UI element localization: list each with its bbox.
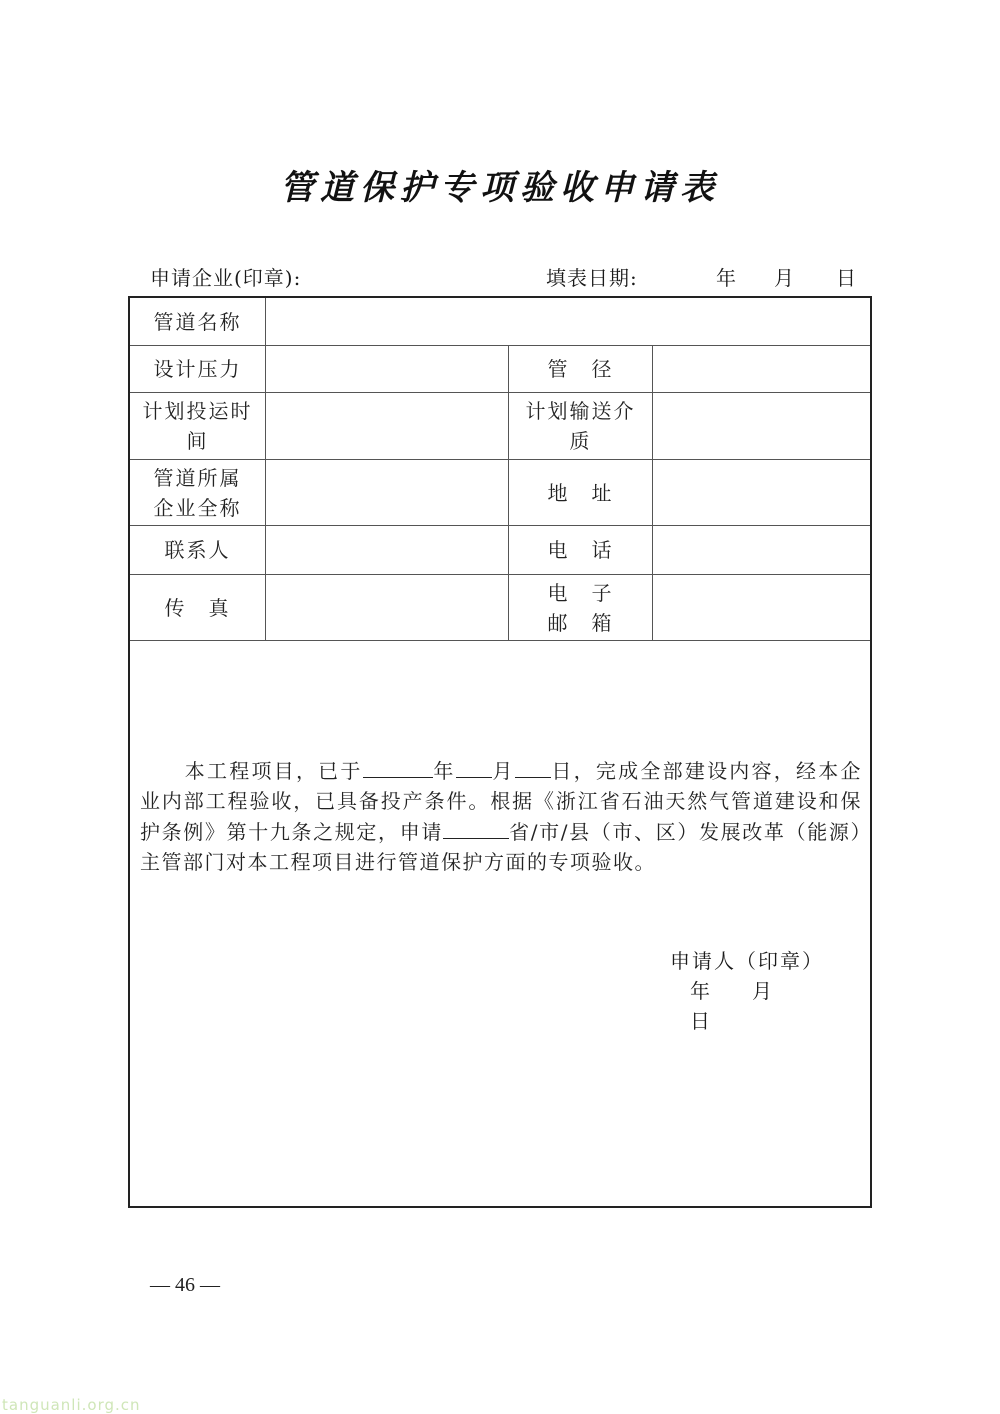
signature-year: 年 <box>690 979 712 1003</box>
planned-medium-label <box>509 393 652 459</box>
owner-company-label-line2: 企业全称 <box>153 495 242 520</box>
planned-medium-field[interactable] <box>653 393 870 459</box>
planned-operation-time-label <box>130 393 265 459</box>
design-pressure-label: 设计压力 <box>153 357 242 381</box>
owner-company-label <box>130 460 265 525</box>
date-day-label: 日 <box>836 266 857 290</box>
signature-day: 日 <box>690 1009 712 1033</box>
statement-text-1: 本工程项目，已于 <box>184 759 363 783</box>
application-form-table <box>128 296 872 1208</box>
fill-date-label: 填表日期: <box>546 266 638 290</box>
watermark: tanguanli.org.cn <box>2 1396 141 1414</box>
completion-day-blank[interactable] <box>515 755 551 778</box>
statement-year: 年 <box>432 759 456 783</box>
contact-person-field[interactable] <box>266 526 508 574</box>
form-title: 管道保护专项验收申请表 <box>280 168 720 208</box>
planned-medium-label-line1: 计划输送介 <box>525 399 636 423</box>
applicant-seal-label: 申请人（印章） <box>670 949 824 973</box>
fax-label: 传 真 <box>164 595 231 620</box>
fax-field[interactable] <box>266 575 508 640</box>
address-field[interactable] <box>653 460 870 525</box>
email-field[interactable] <box>653 575 870 640</box>
signature-date <box>670 976 870 1036</box>
owner-company-field[interactable] <box>266 460 508 525</box>
completion-year-blank[interactable] <box>363 755 433 778</box>
planned-operation-time-label-line2: 间 <box>186 429 209 453</box>
page-number: — 46 — <box>150 1274 220 1296</box>
date-month-label: 月 <box>774 266 795 290</box>
email-label <box>509 575 652 640</box>
email-label-line2: 邮 箱 <box>547 610 614 635</box>
planned-operation-time-label-line1: 计划投运时 <box>142 399 253 423</box>
signature-month: 月 <box>752 979 774 1003</box>
statement-text-3: 省/市/县（市、区）发展改革（能源）主管部门对本工程项目进行管道保护方面的专项验收。 <box>140 820 863 874</box>
contact-person-label: 联系人 <box>164 538 231 562</box>
application-statement <box>140 755 862 877</box>
authority-blank[interactable] <box>443 816 509 839</box>
planned-operation-time-field[interactable] <box>266 393 508 459</box>
planned-medium-label-line2: 质 <box>569 429 592 453</box>
applicant-company-label: 申请企业(印章): <box>150 266 302 290</box>
statement-month: 月 <box>491 759 515 783</box>
date-year-label: 年 <box>716 266 737 290</box>
owner-company-label-line1: 管道所属 <box>153 465 242 490</box>
pipe-diameter-label: 管 径 <box>547 357 614 381</box>
phone-label: 电 话 <box>547 538 614 562</box>
pipe-diameter-field[interactable] <box>653 346 870 392</box>
row-divider <box>130 640 870 641</box>
signature-block <box>670 946 870 1036</box>
pipeline-name-field[interactable] <box>266 298 870 345</box>
phone-field[interactable] <box>653 526 870 574</box>
address-label: 地 址 <box>547 480 614 505</box>
email-label-line1: 电 子 <box>547 580 614 605</box>
pipeline-name-label: 管道名称 <box>153 309 242 334</box>
form-header <box>150 262 855 290</box>
completion-month-blank[interactable] <box>456 755 492 778</box>
statement-text-2: 日，完成全部建设内容，经本企业内部工程验收，已具备投产条件。根据《浙江省石油天然气管道建设和保护条例》第十九条之规定，申请 <box>140 759 863 844</box>
design-pressure-field[interactable] <box>266 346 508 392</box>
